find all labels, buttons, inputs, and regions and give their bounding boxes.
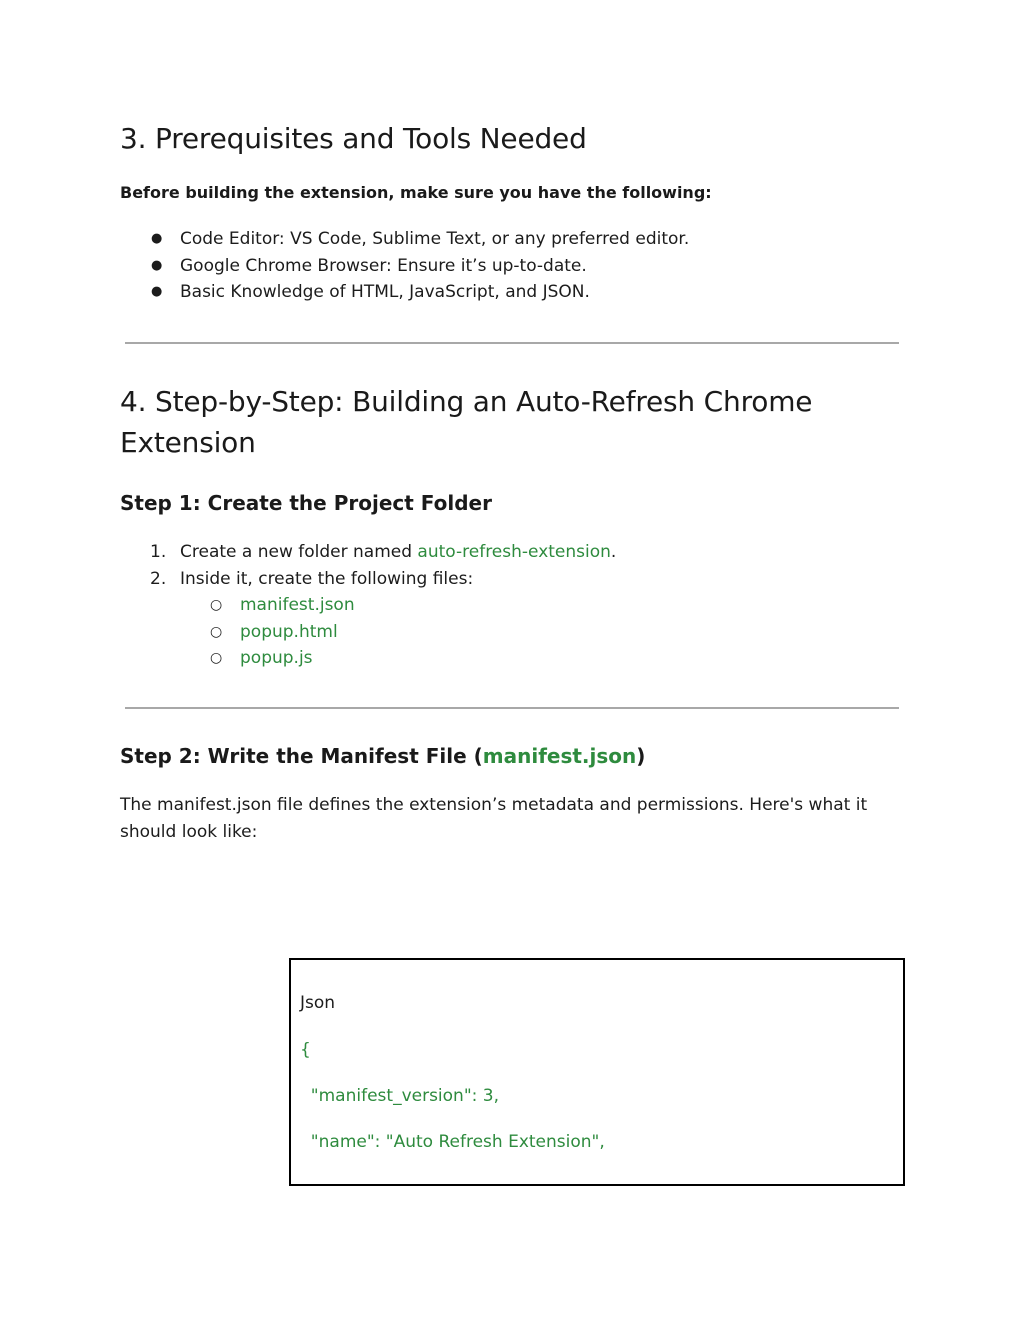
list-item-text: Create a new folder named xyxy=(180,542,418,562)
step-1-list xyxy=(120,539,920,592)
circle-bullet-icon: ○ xyxy=(210,597,223,613)
circle-bullet-icon: ○ xyxy=(210,623,223,640)
step-2-paragraph: The manifest.json file defines the extension’s metadata and permissions. Here's what it should look like: xyxy=(120,795,868,842)
code-line: "manifest_version": 3, xyxy=(300,1086,500,1106)
section-4-title-line-1: 4. Step-by-Step: Building an Auto-Refresh Chrome xyxy=(120,385,813,418)
code-line: "name": "Auto Refresh Extension", xyxy=(300,1132,605,1152)
list-item xyxy=(120,279,920,306)
code-block xyxy=(289,958,905,1186)
list-item xyxy=(120,253,920,280)
list-item xyxy=(120,226,920,253)
step-2-title xyxy=(120,742,645,770)
step-2-title-suffix: ) xyxy=(636,744,646,768)
list-item-text: Google Chrome Browser: Ensure it’s up-to-date. xyxy=(180,255,587,276)
circle-bullet-icon: ○ xyxy=(210,650,223,666)
code-language-label: Json xyxy=(300,993,336,1013)
bullet-icon: ● xyxy=(151,231,163,246)
list-item-text: Basic Knowledge of HTML, JavaScript, and JSON. xyxy=(180,282,590,302)
code-line: { xyxy=(300,1040,311,1060)
list-item xyxy=(180,619,780,646)
file-name: popup.html xyxy=(240,621,338,642)
step-1-title: Step 1: Create the Project Folder xyxy=(120,491,492,515)
folder-name: auto-refresh-extension xyxy=(417,542,611,562)
list-number: 2. xyxy=(150,568,167,589)
bullet-icon: ● xyxy=(151,257,163,273)
prerequisites-list xyxy=(120,226,920,306)
file-name: popup.js xyxy=(240,648,313,668)
step-2-title-prefix: Step 2: Write the Manifest File ( xyxy=(120,744,483,768)
list-item xyxy=(120,566,920,593)
list-item xyxy=(180,645,780,672)
list-number: 1. xyxy=(150,542,167,562)
file-name: manifest.json xyxy=(240,595,355,615)
list-item xyxy=(120,539,920,566)
list-item xyxy=(180,592,780,619)
list-item-text: Code Editor: VS Code, Sublime Text, or any preferred editor. xyxy=(180,229,690,249)
step-2-title-file: manifest.json xyxy=(482,744,637,768)
section-4-title-line-2: Extension xyxy=(120,426,256,459)
section-divider xyxy=(125,342,899,344)
section-3-title: 3. Prerequisites and Tools Needed xyxy=(120,122,587,155)
list-item-suffix: . xyxy=(610,542,617,562)
bullet-icon: ● xyxy=(151,284,163,299)
section-3-intro: Before building the extension, make sure you have the following: xyxy=(120,183,712,202)
files-list xyxy=(180,592,780,672)
list-item-text: Inside it, create the following files: xyxy=(180,568,474,589)
section-divider xyxy=(125,707,899,709)
